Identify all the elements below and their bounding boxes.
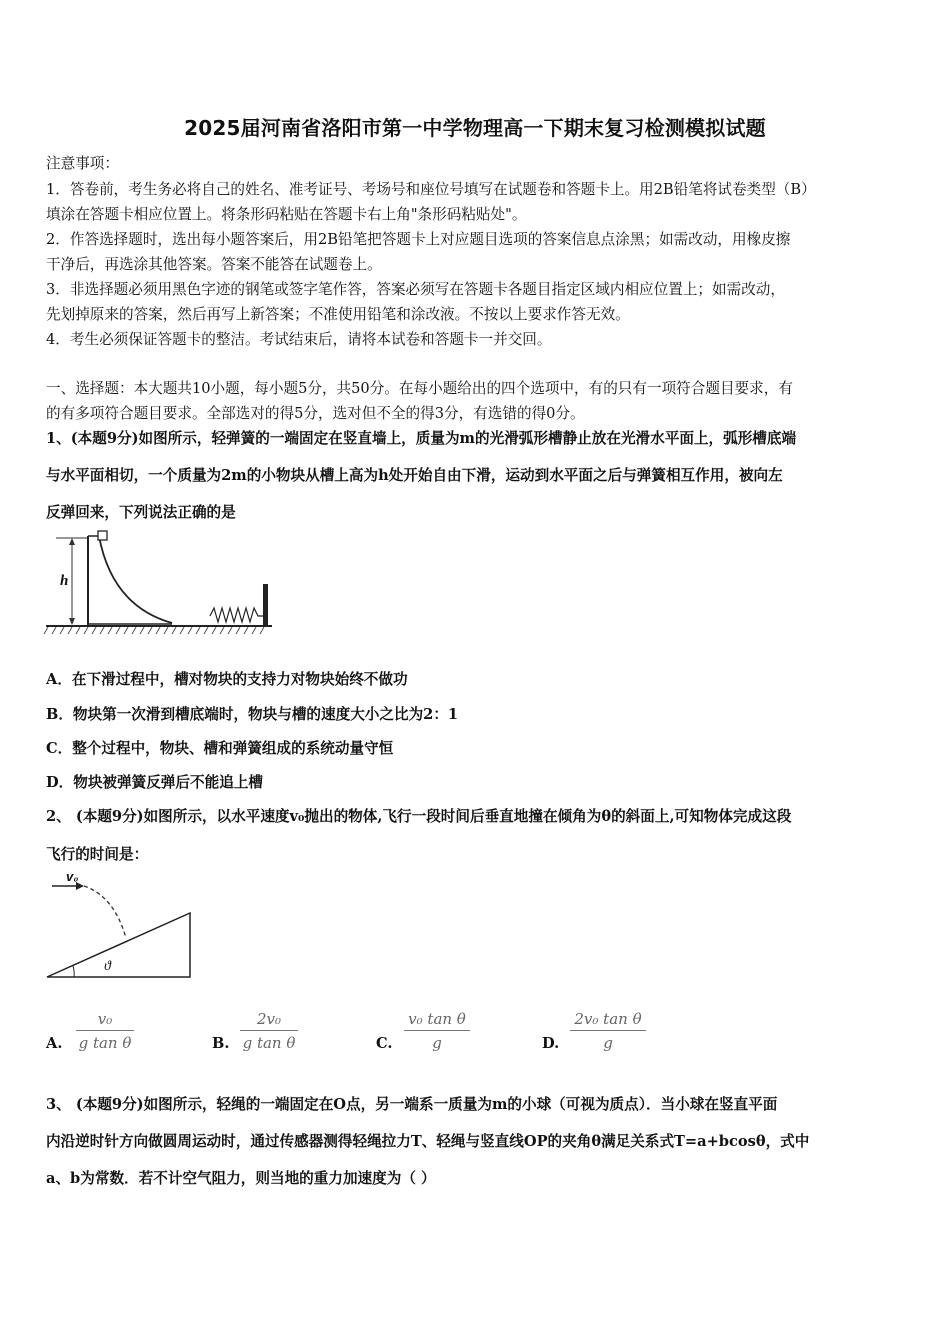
question-1-figure	[44, 528, 274, 640]
question-2-figure	[44, 866, 194, 982]
question-2-text: 2、 (本题9分)如图所示，以水平速度v₀抛出的物体,飞行一段时间后垂直地撞在倾角为θ的斜面上,可知物体完成这段	[46, 808, 792, 825]
question-1-text: 反弹回来，下列说法正确的是	[46, 504, 236, 521]
question-1-option-a: A．在下滑过程中，槽对物块的支持力对物块始终不做功	[46, 671, 408, 688]
height-label: h	[60, 573, 69, 589]
question-1-option-c: C．整个过程中，物块、槽和弹簧组成的系统动量守恒	[46, 740, 394, 757]
formula-numerator: v₀ tan θ	[408, 1010, 466, 1028]
formula-denominator: g tan θ	[78, 1034, 132, 1052]
notice-line: 2．作答选择题时，选出每小题答案后，用2B铅笔把答题卡上对应题目选项的答案信息点涂黑；如需改动，用橡皮擦	[46, 231, 791, 248]
question-3-text: 3、 (本题9分)如图所示，轻绳的一端固定在O点，另一端系一质量为m的小球（可视为质点）．当小球在竖直平面	[46, 1096, 778, 1113]
question-3-text: a、b为常数．若不计空气阻力，则当地的重力加速度为（ ）	[46, 1170, 436, 1187]
notice-line: 填涂在答题卡相应位置上。将条形码粘贴在答题卡右上角"条形码粘贴处"。	[46, 206, 527, 223]
question-3-text: 内沿逆时针方向做圆周运动时，通过传感器测得轻绳拉力T、轻绳与竖直线OP的夹角θ满足关系式T=a+bcosθ，式中	[46, 1133, 810, 1150]
formula-denominator: g	[603, 1034, 613, 1052]
formula-numerator: 2v₀ tan θ	[574, 1010, 642, 1028]
question-2-option-d-formula	[570, 1010, 646, 1052]
velocity-label: v₀	[66, 869, 79, 884]
notice-heading: 注意事项：	[46, 155, 119, 172]
question-2-option-a-letter: A.	[46, 1035, 63, 1052]
question-1-text: 1、(本题9分)如图所示，轻弹簧的一端固定在竖直墙上，质量为m的光滑弧形槽静止放在光滑水平面上，弧形槽底端	[46, 430, 797, 447]
notice-line: 干净后，再选涂其他答案。答案不能答在试题卷上。	[46, 256, 382, 273]
notice-line: 4．考生必须保证答题卡的整洁。考试结束后，请将本试卷和答题卡一并交回。	[46, 331, 552, 348]
notice-line: 3．非选择题必须用黑色字迹的钢笔或签字笔作答，答案必须写在答题卡各题目指定区域内相应位置上；如需改动，	[46, 281, 785, 298]
notice-line: 先划掉原来的答案，然后再写上新答案；不准使用铅笔和涂改液。不按以上要求作答无效。	[46, 306, 630, 323]
page-title: 2025届河南省洛阳市第一中学物理高一下期末复习检测模拟试题	[184, 116, 766, 140]
question-2-option-b-letter: B.	[212, 1035, 230, 1052]
question-2-option-b-formula	[240, 1010, 298, 1052]
question-2-option-c-formula	[404, 1010, 470, 1052]
formula-denominator: g tan θ	[242, 1034, 296, 1052]
question-1-option-d: D．物块被弹簧反弹后不能追上槽	[46, 774, 263, 791]
question-2-option-d-letter: D.	[542, 1035, 560, 1052]
formula-numerator: v₀	[97, 1010, 113, 1028]
question-2-option-a-formula	[76, 1010, 134, 1052]
formula-denominator: g	[432, 1034, 442, 1052]
formula-numerator: 2v₀	[256, 1010, 282, 1028]
angle-label: ϑ	[104, 959, 111, 974]
question-2-option-c-letter: C.	[376, 1035, 393, 1052]
question-1-option-b: B．物块第一次滑到槽底端时，物块与槽的速度大小之比为2：1	[46, 706, 459, 723]
notice-line: 1．答卷前，考生务必将自己的姓名、准考证号、考场号和座位号填写在试题卷和答题卡上。用2B铅笔将试卷类型（B）	[46, 181, 816, 198]
section-intro: 一、选择题：本大题共10小题，每小题5分，共50分。在每小题给出的四个选项中，有的只有一项符合题目要求，有	[46, 380, 793, 397]
question-1-text: 与水平面相切，一个质量为2m的小物块从槽上高为h处开始自由下滑，运动到水平面之后与弹簧相互作用，被向左	[46, 467, 783, 484]
question-2-text: 飞行的时间是：	[46, 846, 149, 863]
section-intro: 的有多项符合题目要求。全部选对的得5分，选对但不全的得3分，有选错的得0分。	[46, 405, 585, 422]
